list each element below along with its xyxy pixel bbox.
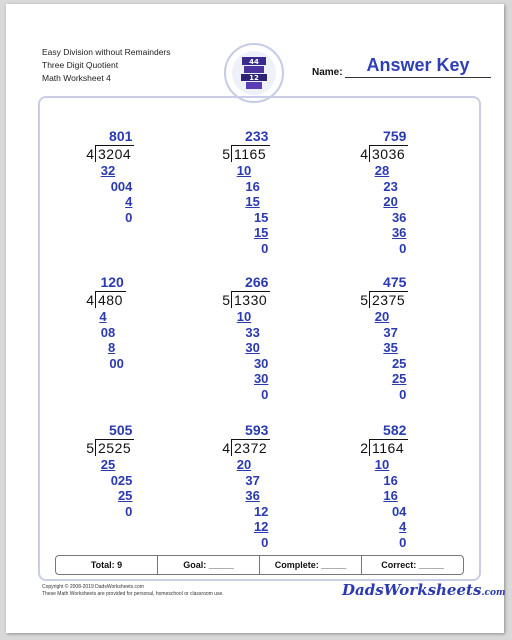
subtraction-step: 28 [374,163,390,178]
remainder-step: 08 [100,324,116,340]
dividend: 1165 [234,146,267,162]
remainder-step: 16 [245,178,260,194]
subtraction-step: 25 [117,488,133,503]
division-problem [78,128,198,258]
division-bracket [369,145,370,162]
svg-text:44: 44 [249,58,259,66]
remainder-step: 30 [253,355,269,371]
remainder-step: 0 [125,503,133,519]
score-footer [55,555,464,575]
subtraction-step: 25 [391,371,407,386]
worksheet-header [42,46,171,85]
subtraction-step: 4 [125,194,133,209]
remainder-step: 0 [261,534,269,550]
division-bracket [369,439,370,456]
remainder-step: 16 [383,472,398,488]
divisor: 4 [360,146,368,162]
remainder-step: 0 [261,386,269,402]
division-problem [214,422,334,552]
subtraction-step: 20 [383,194,398,209]
usage-line: These Math Worksheets are provided for personal, homeschool or classroom use. [42,591,224,597]
subtraction-step: 20 [374,309,390,324]
answer-key-text: Answer Key [366,55,470,75]
dividend: 1330 [234,292,268,308]
division-bracket [95,291,96,308]
correct-cell: Correct: _____ [381,560,444,570]
subtraction-step: 10 [236,163,252,178]
quotient: 233 [245,128,269,144]
name-label: Name: [312,67,343,78]
quotient: 593 [245,422,269,438]
subtraction-step: 4 [399,519,407,534]
quotient: 801 [109,128,133,144]
remainder-step: 0 [399,534,407,550]
quotient: 266 [245,274,269,290]
division-bracket [95,145,96,162]
remainder-step: 15 [253,209,269,225]
header-worksheet-number: Math Worksheet 4 [42,73,111,83]
complete-cell: Complete: _____ [260,556,362,574]
division-bracket [95,439,96,456]
division-bracket [231,439,232,456]
division-problem [352,128,472,258]
remainder-step: 04 [391,503,407,519]
division-bracket [231,291,232,308]
remainder-step: 37 [383,324,398,340]
remainder-step: 025 [110,472,133,488]
goal-cell: Goal: _____ [158,556,260,574]
name-underline [345,77,491,78]
remainder-step: 33 [245,324,260,340]
quotient: 582 [383,422,407,438]
subtraction-step: 4 [99,309,107,324]
remainder-step: 37 [245,472,260,488]
division-problem [78,274,198,404]
brand-name: DadsWorksheets [342,581,482,599]
division-problem [214,274,334,404]
remainder-step: 25 [391,355,407,371]
subtraction-step: 25 [100,457,116,472]
remainder-step: 12 [253,503,269,519]
number-stack-icon [240,55,268,91]
total-cell: Total: 9 [56,556,158,574]
division-bracket [369,291,370,308]
header-title: Easy Division without Remainders [42,47,171,57]
dividend: 2372 [234,440,268,456]
divisor: 4 [86,146,94,162]
subtraction-step: 10 [236,309,252,324]
subtraction-step: 32 [100,163,116,178]
dividend: 480 [98,292,123,308]
divisor: 5 [360,292,368,308]
divisor: 4 [222,440,230,456]
remainder-step: 0 [399,386,407,402]
subtraction-step: 36 [245,488,260,503]
header-subtitle: Three Digit Quotient [42,60,119,70]
subtraction-step: 35 [383,340,398,355]
divisor: 5 [222,292,230,308]
subtraction-step: 15 [253,225,269,240]
division-problem [78,422,198,552]
brand-suffix: .com [481,588,506,598]
division-problem [352,274,472,404]
dividend: 2525 [98,440,132,456]
dads-worksheets-logo-icon [224,43,284,103]
divisor: 4 [86,292,94,308]
divisor: 5 [222,146,230,162]
subtraction-step: 36 [391,225,407,240]
dividend: 2375 [372,292,406,308]
dividend: 1164 [372,440,405,456]
remainder-step: 0 [399,240,407,256]
subtraction-step: 15 [245,194,260,209]
remainder-step: 004 [110,178,133,194]
subtraction-step: 16 [383,488,398,503]
subtraction-step: 30 [245,340,260,355]
divisor: 5 [86,440,94,456]
remainder-step: 00 [109,355,124,371]
divisor: 2 [360,440,368,456]
division-bracket [231,145,232,162]
quotient: 120 [100,274,124,290]
remainder-step: 36 [391,209,407,225]
subtraction-step: 10 [374,457,390,472]
division-problem [352,422,472,552]
worksheet-page [6,4,504,633]
subtraction-step: 30 [253,371,269,386]
copyright-notice [42,584,224,598]
svg-text:12: 12 [249,74,259,82]
remainder-step: 23 [383,178,398,194]
quotient: 505 [109,422,133,438]
subtraction-step: 12 [253,519,269,534]
division-problem [214,128,334,258]
subtraction-step: 8 [107,340,116,355]
copyright-line: Copyright © 2008-2019 DadsWorksheets.com [42,584,144,590]
quotient: 759 [383,128,407,144]
remainder-step: 0 [261,240,269,256]
quotient: 475 [383,274,407,290]
dividend: 3204 [98,146,132,162]
remainder-step: 0 [125,209,133,225]
brand-logo [342,581,506,599]
subtraction-step: 20 [236,457,252,472]
dividend: 3036 [372,146,406,162]
